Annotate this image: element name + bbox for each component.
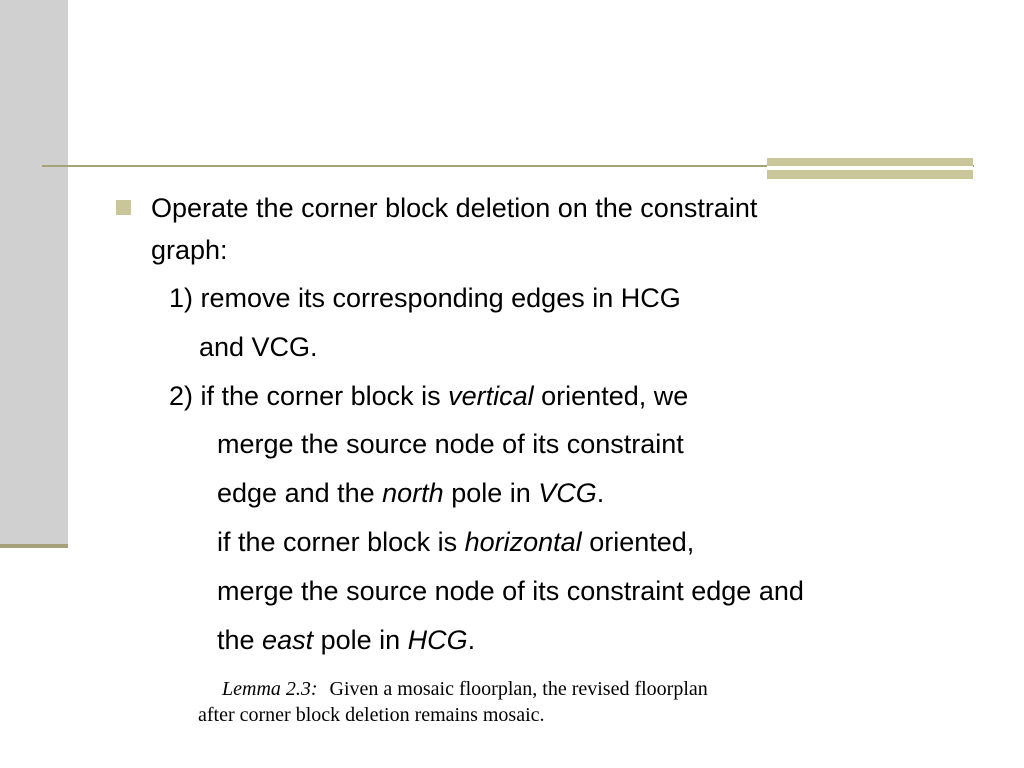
lemma-line-2: after corner block deletion remains mosaic. — [198, 704, 545, 726]
slide-sidebar — [0, 0, 68, 546]
lemma-line-1: Lemma 2.3: Given a mosaic floorplan, the revised floorplan — [222, 678, 708, 700]
step-2-line-4: if the corner block is horizontal oriented, — [217, 527, 695, 557]
step-2-line-3: edge and the north pole in VCG. — [217, 478, 605, 508]
step-2-line-1: 2) if the corner block is vertical oriented, we — [169, 381, 689, 411]
lemma-tag: Lemma 2.3: — [222, 678, 318, 700]
step-2-line-5: merge the source node of its constraint edge and — [217, 576, 804, 606]
lemma-block — [198, 676, 708, 728]
step-1-line-2: and VCG. — [199, 332, 318, 362]
header-accent-gap — [767, 166, 973, 170]
bullet-text: Operate the corner block deletion on the constraint — [151, 193, 758, 223]
step-1-line-1: 1) remove its corresponding edges in HCG — [169, 283, 681, 313]
sidebar-rule — [0, 544, 68, 548]
step-2-line-2: merge the source node of its constraint — [217, 429, 684, 459]
bullet-square-icon — [116, 200, 131, 215]
bullet-text-cont: graph: — [151, 235, 228, 265]
step-2-line-6: the east pole in HCG. — [217, 625, 476, 655]
